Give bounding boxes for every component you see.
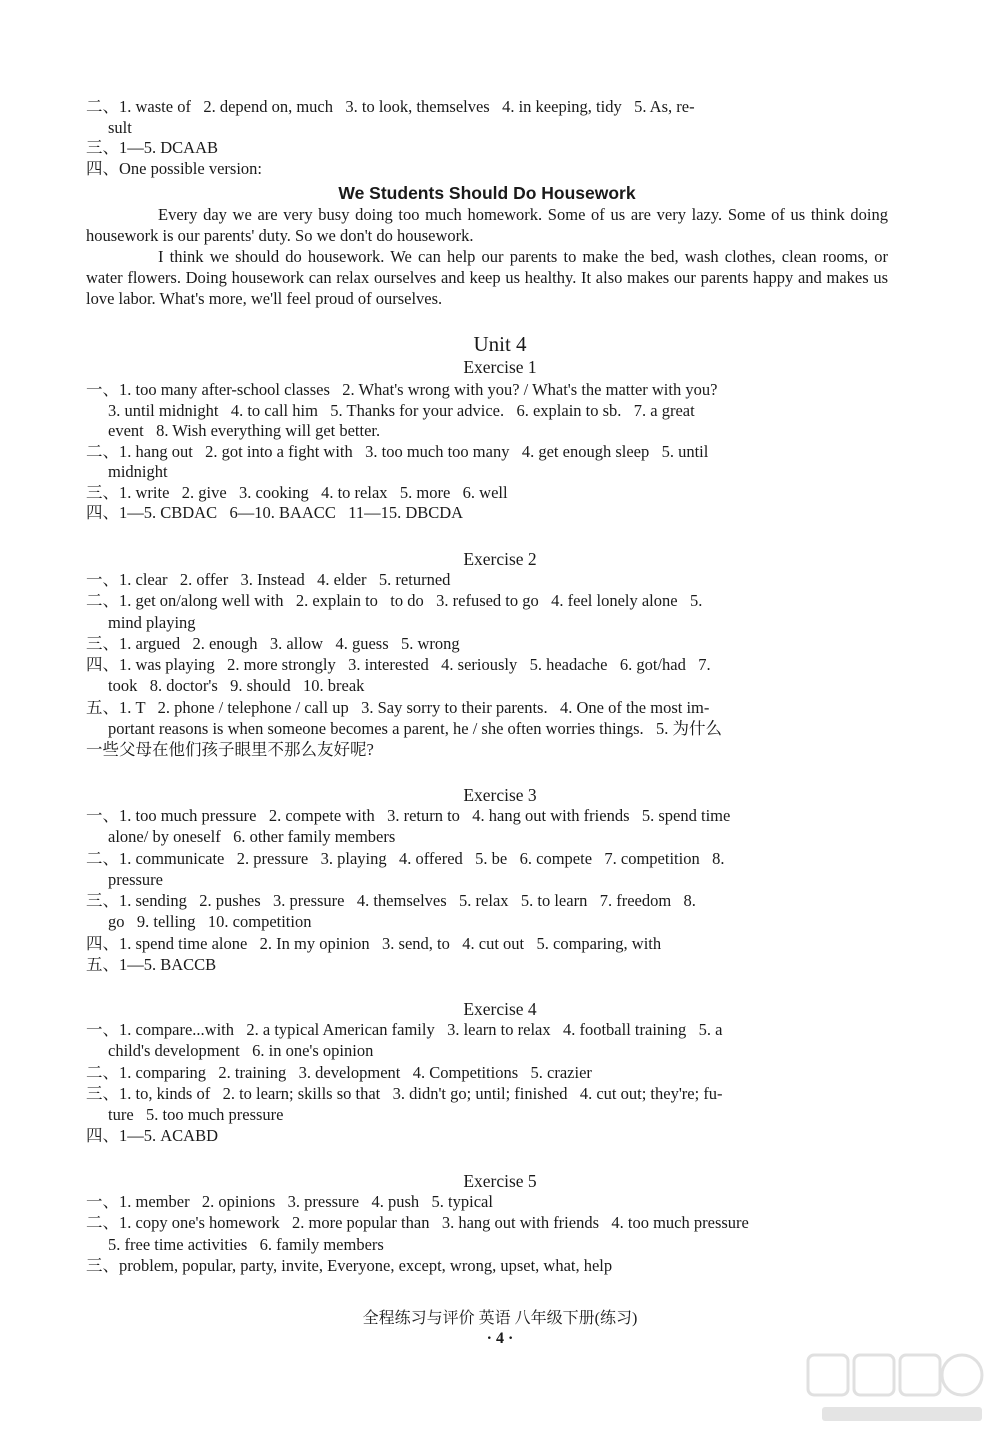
answer-line: portant reasons is when someone becomes a parent, he / she often worries things. 5. 为什么: [108, 719, 723, 739]
exercise-title: Exercise 4: [463, 999, 537, 1019]
page-number: · 4 ·: [486, 1330, 514, 1347]
book-title-footer: 全程练习与评价 英语 八年级下册(练习): [362, 1310, 638, 1327]
answer-line: 五、1—5. BACCB: [86, 955, 217, 975]
watermark-logo: [802, 1349, 992, 1429]
answer-line: sult: [108, 117, 132, 137]
answer-line: ture 5. too much pressure: [108, 1105, 284, 1125]
answer-line: 五、1. T 2. phone / telephone / call up 3. Say sorry to their parents. 4. One of the most im-: [86, 697, 710, 717]
essay-paragraph: I think we should do housework. We can help our parents to make the bed, wash clothes, clean rooms, or water flowers. Doing housework can relax ourselves and keep us healthy. It also makes our parents happy and makes us love labor. What's more, we'll feel proud of ourselves.: [86, 247, 888, 308]
answer-line: 四、One possible version:: [86, 158, 262, 178]
answer-line: 一、1. clear 2. offer 3. Instead 4. elder 5. returned: [86, 570, 451, 589]
exercise-title: Exercise 5: [463, 1171, 537, 1191]
exercise-2-answers: [86, 569, 888, 761]
answer-line: child's development 6. in one's opinion: [108, 1041, 374, 1061]
answer-line: 一、1. member 2. opinions 3. pressure 4. push 5. typical: [86, 1192, 493, 1211]
answer-line: 三、problem, popular, party, invite, Everyone, except, wrong, upset, what, help: [86, 1255, 613, 1275]
answer-line: 二、1. communicate 2. pressure 3. playing 4. offered 5. be 6. compete 7. competition 8.: [86, 848, 725, 868]
answer-line: midnight: [108, 462, 168, 481]
answer-line: mind playing: [108, 612, 196, 632]
answer-line: 一、1. too much pressure 2. compete with 3. return to 4. hang out with friends 5. spend time: [86, 806, 731, 825]
answer-line: 3. until midnight 4. to call him 5. Thanks for your advice. 6. explain to sb. 7. a great: [108, 400, 695, 420]
essay-paragraph: Every day we are very busy doing too much homework. Some of us are very lazy. Some of us think doing housework is our parents' duty. So we don't do housework.: [86, 205, 888, 245]
answer-line: 三、1—5. DCAAB: [86, 138, 219, 157]
answer-line: alone/ by oneself 6. other family members: [108, 827, 396, 847]
exercise-5-answers: [86, 1191, 888, 1276]
answer-line: go 9. telling 10. competition: [108, 912, 312, 932]
answer-line: 一、1. too many after-school classes 2. What's wrong with you? / What's the matter with you?: [86, 380, 718, 399]
exercise-title: Exercise 1: [463, 357, 537, 377]
answer-line: 二、1. waste of 2. depend on, much 3. to look, themselves 4. in keeping, tidy 5. As, re-: [86, 97, 695, 116]
answer-line: 一些父母在他们孩子眼里不那么友好呢?: [86, 740, 374, 760]
answer-line: 5. free time activities 6. family members: [108, 1234, 384, 1254]
answer-line: 四、1—5. ACABD: [86, 1126, 219, 1146]
answer-line: 二、1. hang out 2. got into a fight with 3. too much too many 4. get enough sleep 5. until: [86, 441, 709, 461]
answer-line: took 8. doctor's 9. should 10. break: [108, 676, 365, 696]
answer-line: 三、1. write 2. give 3. cooking 4. to relax 5. more 6. well: [86, 482, 508, 502]
answer-line: 二、1. copy one's homework 2. more popular than 3. hang out with friends 4. too much pressure: [86, 1213, 749, 1233]
answer-line: 四、1—5. CBDAC 6—10. BAACC 11—15. DBCDA: [86, 503, 464, 522]
top-answers: [86, 97, 888, 179]
answer-line: pressure: [108, 869, 163, 889]
exercise-1-answers: [86, 380, 888, 524]
answer-line: event 8. Wish everything will get better.: [108, 421, 381, 440]
essay-title: We Students Should Do Housework: [338, 183, 636, 203]
answer-line: 三、1. to, kinds of 2. to learn; skills so that 3. didn't go; until; finished 4. cut out; they're; fu-: [86, 1083, 723, 1103]
exercise-title: Exercise 3: [463, 785, 537, 805]
answer-line: 三、1. sending 2. pushes 3. pressure 4. themselves 5. relax 5. to learn 7. freedom 8.: [86, 891, 696, 911]
answer-line: 四、1. was playing 2. more strongly 3. interested 4. seriously 5. headache 6. got/had 7.: [86, 655, 711, 675]
answer-line: 一、1. compare...with 2. a typical American family 3. learn to relax 4. football training 5. a: [86, 1020, 723, 1039]
exercise-4-answers: [86, 1019, 888, 1147]
exercise-3-answers: [86, 805, 888, 975]
answer-line: 二、1. get on/along well with 2. explain to to do 3. refused to go 4. feel lonely alone 5.: [86, 591, 703, 611]
answer-line: 四、1. spend time alone 2. In my opinion 3. send, to 4. cut out 5. comparing, with: [86, 933, 662, 953]
exercise-title: Exercise 2: [463, 549, 537, 569]
essay-body: [86, 204, 888, 309]
unit-title: Unit 4: [473, 332, 527, 356]
answer-line: 三、1. argued 2. enough 3. allow 4. guess 5. wrong: [86, 633, 460, 653]
answer-line: 二、1. comparing 2. training 3. development 4. Competitions 5. crazier: [86, 1062, 592, 1082]
